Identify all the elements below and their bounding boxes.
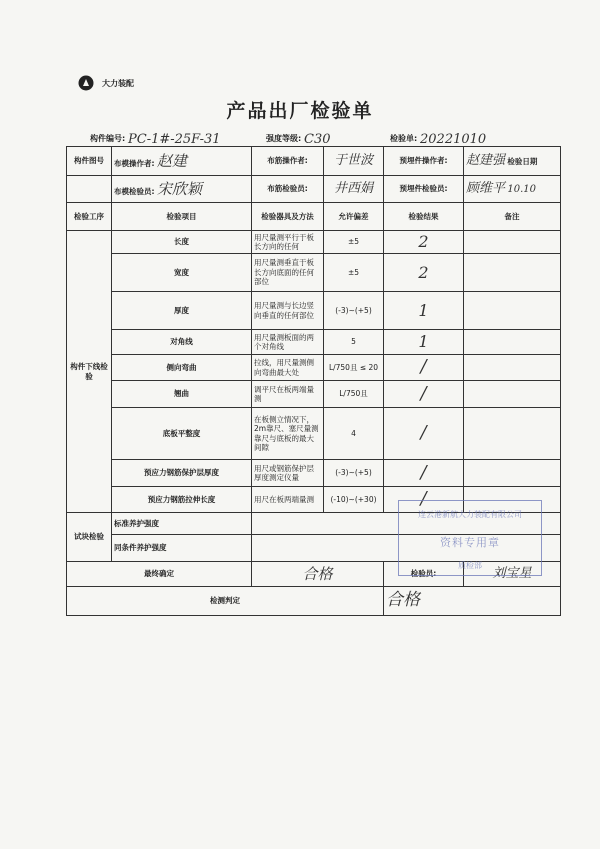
inspection-no	[390, 130, 486, 145]
item-result: /	[384, 355, 464, 381]
item-method: 用尺量测垂直于板长方向底面的任何部位	[252, 254, 324, 292]
judgement-label: 检测判定	[67, 587, 384, 616]
mold-inspector	[112, 176, 252, 203]
table-row	[67, 408, 561, 460]
item-name: 预应力钢筋保护层厚度	[112, 460, 252, 487]
item-tolerance: ±5	[324, 231, 384, 254]
strength-label: 强度等级:	[266, 134, 302, 143]
embed-inspector-cell	[464, 176, 561, 203]
mold-inspector-value: 宋欣颖	[156, 179, 202, 198]
table-row	[67, 231, 561, 254]
header-process: 检验工序	[67, 203, 112, 231]
rebar-operator-value: 于世波	[324, 147, 384, 176]
item-method: 拉线，用尺量测侧向弯曲最大处	[252, 355, 324, 381]
mold-inspector-label: 布模检验员:	[114, 186, 155, 196]
item-method: 用尺量测与长边竖向垂直的任何部位	[252, 292, 324, 330]
operator-row	[67, 147, 561, 176]
trial-label: 试块检验	[67, 513, 112, 562]
item-result: 2	[384, 254, 464, 292]
final-value: 合格	[252, 562, 384, 587]
item-tolerance: (-10)~(+30)	[324, 487, 384, 513]
company-logo	[78, 75, 134, 91]
item-result: 2	[384, 231, 464, 254]
item-name: 长度	[112, 231, 252, 254]
inspector-row	[67, 176, 561, 203]
embed-inspector-value: 顾维平	[466, 180, 506, 196]
stamp-line-company: 连云港新航大力装配有限公司	[418, 510, 522, 519]
header-result: 检验结果	[384, 203, 464, 231]
item-remark	[464, 355, 561, 381]
drawing-no-label: 构件图号	[67, 147, 112, 176]
mold-operator-value: 赵建	[156, 151, 187, 170]
judgement-value: 合格	[384, 587, 561, 616]
logo-text: 大力装配	[102, 78, 134, 88]
item-remark	[464, 254, 561, 292]
stamp-line-purpose: 资料专用章	[440, 536, 500, 549]
final-label: 最终确定	[67, 562, 252, 587]
header-row	[67, 203, 561, 231]
inspection-no-value: 20221010	[420, 132, 487, 147]
item-result: /	[384, 408, 464, 460]
section-label: 构件下线检验	[67, 231, 112, 513]
item-remark	[464, 381, 561, 408]
item-tolerance: L/750且	[324, 381, 384, 408]
item-method: 调平尺在板两端量测	[252, 381, 324, 408]
embed-operator-value: 赵建强	[466, 152, 506, 168]
item-remark	[464, 231, 561, 254]
company-stamp	[398, 500, 542, 576]
table-row	[67, 330, 561, 355]
rebar-inspector-value: 井西娟	[324, 176, 384, 203]
final-inspector-label: 检验员:	[384, 562, 464, 587]
table-row	[67, 292, 561, 330]
header-method: 检验器具及方法	[252, 203, 324, 231]
judgement-row	[67, 587, 561, 616]
logo-icon	[78, 75, 94, 91]
page-title: 产品出厂检验单	[226, 100, 374, 122]
item-result: /	[384, 381, 464, 408]
mold-operator-label: 布模操作者:	[114, 158, 155, 168]
item-tolerance: 5	[324, 330, 384, 355]
item-result: /	[384, 460, 464, 487]
item-method: 在板侧立情况下，2m靠尺、塞尺量测靠尺与底板的最大间隙	[252, 408, 324, 460]
header-tolerance: 允许偏差	[324, 203, 384, 231]
item-result: 1	[384, 292, 464, 330]
embed-inspector-label: 预埋件检验员:	[384, 176, 464, 203]
item-remark	[464, 292, 561, 330]
item-name: 对角线	[112, 330, 252, 355]
mold-operator	[112, 147, 252, 176]
item-tolerance: ±5	[324, 254, 384, 292]
final-inspector-value: 刘宝星	[464, 562, 561, 587]
item-tolerance: (-3)~(+5)	[324, 460, 384, 487]
embed-operator-label: 预埋件操作者:	[384, 147, 464, 176]
item-remark	[464, 408, 561, 460]
trial-standard: 标准养护强度	[112, 513, 252, 535]
item-name: 底板平整度	[112, 408, 252, 460]
table-row	[67, 381, 561, 408]
table-row	[67, 254, 561, 292]
header-item: 检验项目	[112, 203, 252, 231]
strength-grade	[266, 130, 331, 145]
item-name: 侧向弯曲	[112, 355, 252, 381]
item-name: 预应力钢筋拉伸长度	[112, 487, 252, 513]
item-remark	[464, 330, 561, 355]
item-method: 用尺或钢筋保护层厚度测定仪量	[252, 460, 324, 487]
stamp-line-dept: 质检部	[458, 561, 482, 570]
item-tolerance: L/750且 ≤ 20	[324, 355, 384, 381]
item-name: 厚度	[112, 292, 252, 330]
item-method: 用尺量测板面的两个对角线	[252, 330, 324, 355]
inspection-date-label: 检验日期	[507, 156, 538, 166]
inspection-no-label: 检验单:	[390, 134, 418, 143]
item-name: 宽度	[112, 254, 252, 292]
item-result: /	[384, 487, 464, 513]
inspection-date-value: 10.10	[507, 183, 537, 195]
rebar-inspector-label: 布筋检验员:	[252, 176, 324, 203]
trial-same-condition: 同条件养护强度	[112, 535, 252, 562]
component-no	[90, 130, 221, 145]
rebar-operator-label: 布筋操作者:	[252, 147, 324, 176]
item-method: 用尺量测平行于板长方向的任何	[252, 231, 324, 254]
table-row	[67, 460, 561, 487]
table-row	[67, 355, 561, 381]
embed-operator-cell	[464, 147, 561, 176]
header-remark: 备注	[464, 203, 561, 231]
component-no-value: PC-1#-25F-31	[128, 132, 221, 147]
item-method: 用尺在板两端量测	[252, 487, 324, 513]
item-remark	[464, 460, 561, 487]
item-result: 1	[384, 330, 464, 355]
component-no-label: 构件编号:	[90, 134, 126, 143]
strength-value: C30	[304, 132, 331, 147]
item-tolerance: (-3)~(+5)	[324, 292, 384, 330]
item-tolerance: 4	[324, 408, 384, 460]
item-name: 翘曲	[112, 381, 252, 408]
